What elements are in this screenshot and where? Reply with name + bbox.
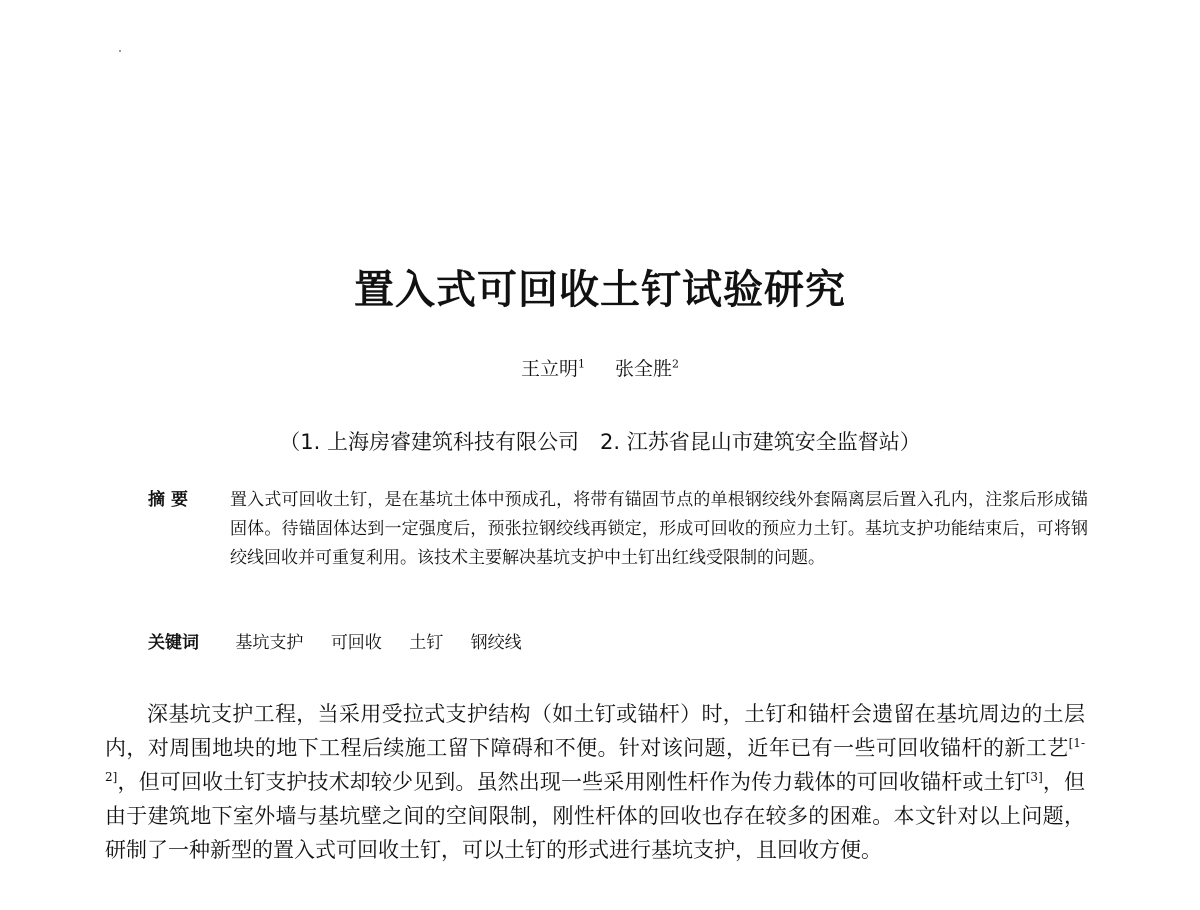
body-paragraph [105, 697, 1085, 867]
abstract [148, 486, 1088, 573]
citation[interactable]: [3] [1025, 770, 1043, 784]
keyword: 可回收 [330, 633, 382, 653]
affiliations: （1. 上海房睿建筑科技有限公司 2. 江苏省昆山市建筑安全监督站） [279, 430, 921, 454]
body-text-part: ，但由于建筑地下室外墙与基坑壁之间的空间限制，刚性杆体的回收也存在较多的困难。本文针对以上问题，研制了一种新型的置入式可回收土钉，可以土钉的形式进行基坑支护，且回收方便。 [105, 770, 1085, 862]
keyword: 基坑支护 [235, 633, 304, 653]
author-2 [615, 358, 679, 380]
author-1 [521, 358, 585, 380]
keyword: 钢绞线 [470, 633, 522, 653]
keywords [148, 629, 1088, 658]
paper-title: 置入式可回收土钉试验研究 [354, 267, 846, 313]
abstract-text: 置入式可回收土钉，是在基坑土体中预成孔，将带有锚固节点的单根钢绞线外套隔离层后置入孔内，注浆后形成锚固体。待锚固体达到一定强度后，预张拉钢绞线再锁定，形成可回收的预应力土钉。基坑支护功能结束后，可将钢绞线回收并可重复利用。该技术主要解决基坑支护中土钉出红线受限制的问题。 [230, 490, 1088, 568]
scan-speck [119, 50, 121, 52]
citation[interactable]: [1-2] [105, 736, 1085, 784]
keyword: 土钉 [409, 633, 444, 653]
body-text-part: ，但可回收土钉支护技术却较少见到。虽然出现一些采用刚性杆作为传力载体的可回收锚杆或土钉 [117, 770, 1026, 794]
author-name: 张全胜 [615, 358, 673, 380]
author-name: 王立明 [520, 358, 578, 380]
keywords-label: 关键词 [148, 633, 199, 653]
abstract-label: 摘要 [148, 490, 194, 510]
author-affil-mark: 1 [577, 357, 585, 371]
author-list [0, 354, 1200, 381]
author-affil-mark: 2 [672, 357, 680, 371]
body-text-part: 深基坑支护工程，当采用受拉式支护结构（如土钉或锚杆）时，土钉和锚杆会遗留在基坑周边的土层内，对周围地块的地下工程后续施工留下障碍和不便。针对该问题，近年已有一些可回收锚杆的新工艺 [105, 702, 1085, 760]
